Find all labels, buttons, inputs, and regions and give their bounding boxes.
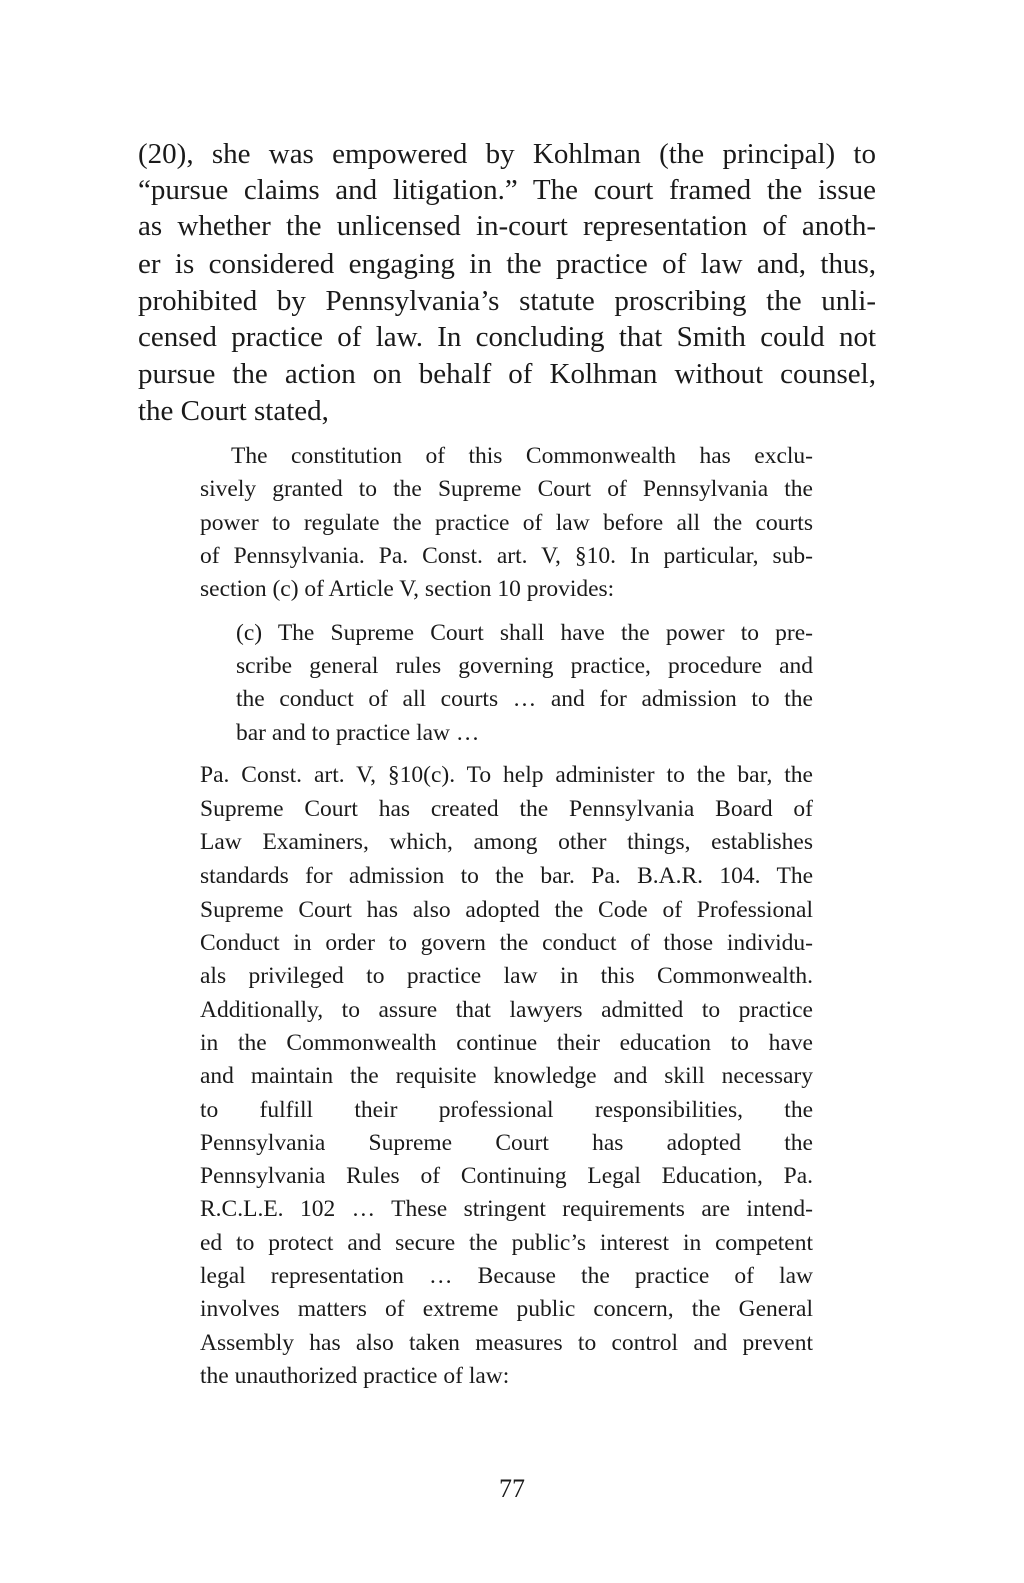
quote-line: section (c) of Article V, section 10 provides: [200, 576, 615, 602]
quote-line: the unauthorized practice of law: [200, 1363, 510, 1389]
quote-line: als privileged to practice law in this Commonwealth. [200, 963, 813, 989]
quote-line: The constitution of this Commonwealth has exclu- [231, 443, 813, 469]
nested-quote-line: bar and to practice law … [236, 720, 480, 746]
quote-line: of Pennsylvania. Pa. Const. art. V, §10. In particular, sub- [200, 543, 813, 569]
quote-line: standards for admission to the bar. Pa. B.A.R. 104. The [200, 863, 813, 889]
quote-line: and maintain the requisite knowledge and skill necessary [200, 1063, 813, 1089]
quote-line: Pennsylvania Supreme Court has adopted the [200, 1130, 813, 1156]
quote-line: Supreme Court has created the Pennsylvania Board of [200, 796, 813, 822]
nested-quote-line: (c) The Supreme Court shall have the power to pre- [236, 620, 813, 646]
body-line: as whether the unlicensed in-court representation of anoth- [138, 210, 876, 242]
quote-line: legal representation … Because the practice of law [200, 1263, 813, 1289]
quote-line: Pennsylvania Rules of Continuing Legal Education, Pa. [200, 1163, 813, 1189]
quote-line: Law Examiners, which, among other things, establishes [200, 829, 813, 855]
body-line: censed practice of law. In concluding that Smith could not [138, 321, 876, 353]
nested-quote-line: scribe general rules governing practice, procedure and [236, 653, 813, 679]
body-line: (20), she was empowered by Kohlman (the principal) to [138, 138, 876, 170]
quote-line: R.C.L.E. 102 … These stringent requirements are intend- [200, 1196, 813, 1222]
page-number: 77 [499, 1474, 525, 1503]
body-line: prohibited by Pennsylvania’s statute proscribing the unli- [138, 285, 876, 317]
body-line: er is considered engaging in the practice of law and, thus, [138, 248, 876, 280]
quote-line: sively granted to the Supreme Court of Pennsylvania the [200, 476, 813, 502]
quote-line: Additionally, to assure that lawyers admitted to practice [200, 997, 813, 1023]
quote-line: involves matters of extreme public concern, the General [200, 1296, 813, 1322]
quote-line: Supreme Court has also adopted the Code of Professional [200, 897, 813, 923]
quote-line: ed to protect and secure the public’s interest in competent [200, 1230, 813, 1256]
quote-line: Assembly has also taken measures to control and prevent [200, 1330, 813, 1356]
body-line: the Court stated, [138, 395, 329, 427]
quote-line: Conduct in order to govern the conduct of those individu- [200, 930, 813, 956]
quote-line: power to regulate the practice of law before all the courts [200, 510, 813, 536]
nested-quote-line: the conduct of all courts … and for admission to the [236, 686, 813, 712]
quote-line: in the Commonwealth continue their education to have [200, 1030, 813, 1056]
body-line: “pursue claims and litigation.” The court framed the issue [138, 174, 876, 206]
body-line: pursue the action on behalf of Kolhman without counsel, [138, 358, 876, 390]
quote-line: to fulfill their professional responsibilities, the [200, 1097, 813, 1123]
quote-line: Pa. Const. art. V, §10(c). To help administer to the bar, the [200, 762, 813, 788]
